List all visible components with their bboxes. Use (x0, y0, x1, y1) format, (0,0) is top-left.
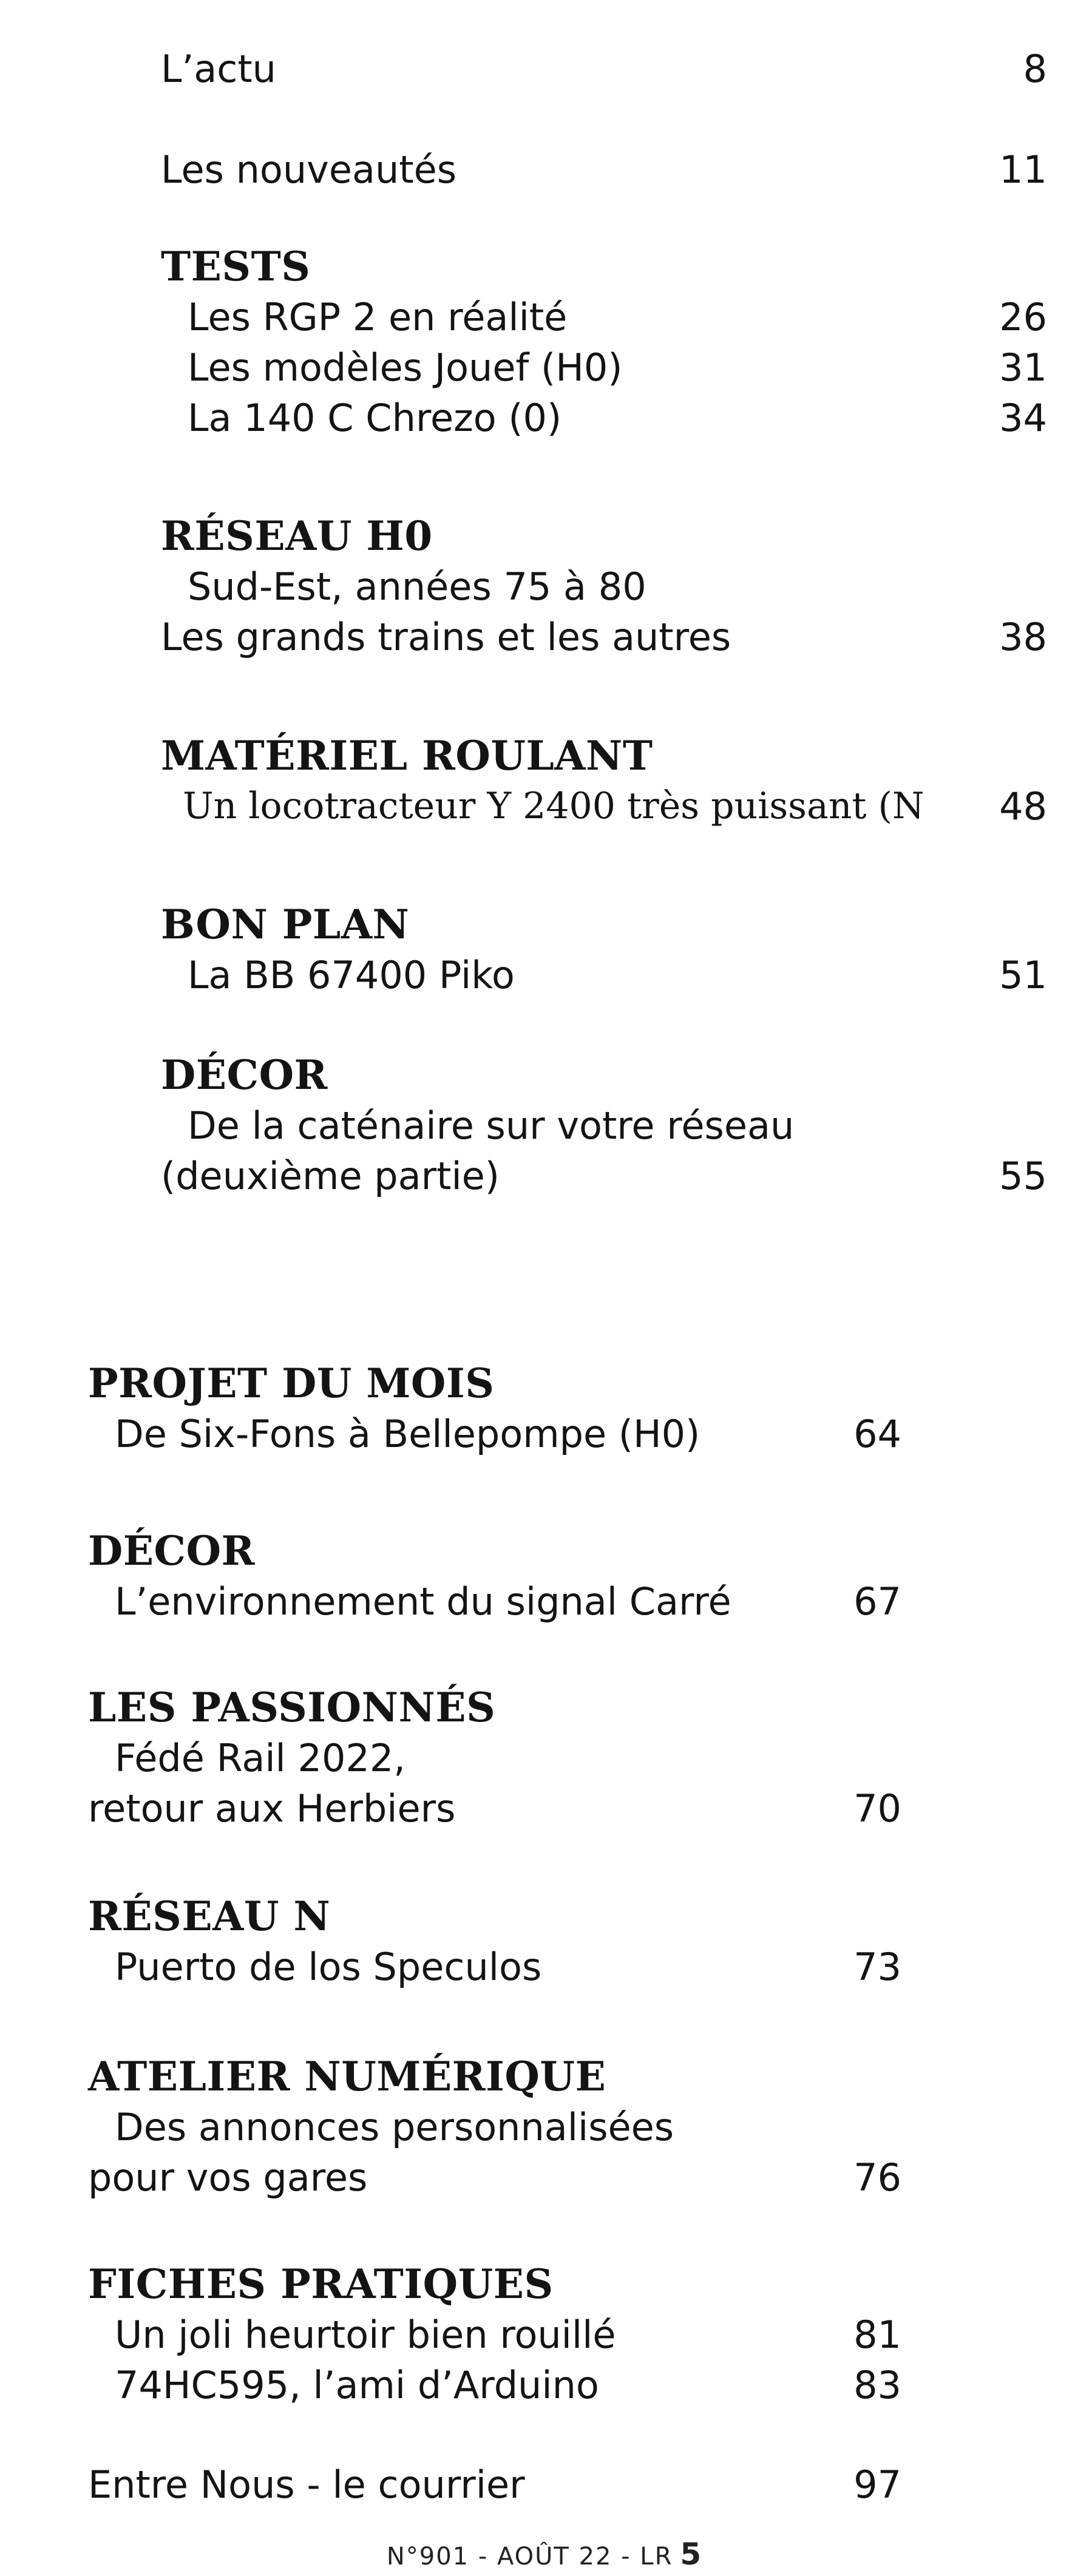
toc-entry-page: 38 (999, 615, 1047, 659)
toc-section-decor-bottom (88, 1526, 968, 1627)
toc-entry-title-continued: pour vos gares (88, 2155, 368, 2200)
section-heading: RÉSEAU N (88, 1893, 331, 1940)
toc-entry-page: 51 (999, 953, 1047, 997)
toc-entry-page: 81 (853, 2313, 901, 2357)
toc-entry-title: De la caténaire sur votre réseau (188, 1103, 795, 1148)
section-heading: BON PLAN (161, 901, 410, 948)
section-heading: DÉCOR (161, 1051, 328, 1099)
issue-info: N°901 - AOÛT 22 - LR (386, 2543, 673, 2571)
toc-entry-page: 76 (853, 2155, 901, 2200)
page-number: 5 (680, 2537, 703, 2572)
toc-section-decor-top (161, 1050, 1071, 1201)
toc-entry-page: 73 (853, 1945, 901, 1989)
toc-entry-title: L’environnement du signal Carré (115, 1579, 731, 1624)
page-footer (0, 2536, 1089, 2572)
toc-section-atelier-numerique (88, 2052, 968, 2203)
toc-entry-page: 34 (999, 396, 1047, 440)
toc-entry-title: Les modèles Jouef (H0) (188, 345, 623, 390)
toc-entry-title: La 140 C Chrezo (0) (188, 396, 562, 440)
toc-entry-nouveautes (161, 144, 1071, 195)
toc-entry-page: 70 (853, 1786, 901, 1831)
toc-entry-title: L’actu (161, 47, 276, 91)
toc-entry-page: 48 (999, 784, 1047, 829)
section-heading: FICHES PRATIQUES (88, 2260, 554, 2308)
toc-section-fiches-pratiques (88, 2259, 968, 2410)
section-heading: LES PASSIONNÉS (88, 1684, 496, 1731)
toc-entry-title: De Six-Fons à Bellepompe (H0) (115, 1412, 701, 1456)
toc-entry-title: Entre Nous - le courrier (88, 2462, 525, 2507)
toc-entry-entre-nous (88, 2459, 968, 2510)
section-heading: MATÉRIEL ROULANT (161, 732, 653, 779)
toc-entry-title: Puerto de los Speculos (115, 1945, 542, 1989)
section-heading: RÉSEAU H0 (161, 512, 433, 560)
toc-entry-page: 83 (853, 2363, 901, 2407)
toc-section-projet-du-mois (88, 1358, 968, 1459)
toc-section-materiel-roulant (161, 731, 1071, 832)
toc-entry-page: 97 (853, 2462, 901, 2507)
toc-section-les-passionnes (88, 1683, 968, 1834)
toc-section-tests (161, 242, 1071, 443)
toc-entry-page: 8 (1023, 47, 1047, 91)
toc-entry-title: Les RGP 2 en réalité (188, 295, 568, 339)
toc-entry-title-continued: retour aux Herbiers (88, 1786, 456, 1831)
toc-entry-page: 67 (853, 1579, 901, 1624)
toc-section-bon-plan (161, 900, 1071, 1000)
toc-entry-title: Fédé Rail 2022, (115, 1736, 405, 1780)
toc-section-reseau-n (88, 1891, 968, 1992)
toc-entry-page: 64 (853, 1412, 901, 1456)
toc-entry-title: Un locotracteur Y 2400 très puissant (N (183, 785, 924, 827)
toc-entry-page: 55 (999, 1154, 1047, 1198)
toc-entry-title: 74HC595, l’ami d’Arduino (115, 2363, 599, 2407)
section-heading: DÉCOR (88, 1527, 255, 1574)
section-heading: PROJET DU MOIS (88, 1360, 495, 1407)
toc-entry-actu (161, 44, 1071, 94)
toc-entry-title-continued: (deuxième partie) (161, 1154, 500, 1198)
section-heading: TESTS (161, 243, 311, 290)
toc-entry-title: Les nouveautés (161, 147, 457, 192)
toc-entry-page: 26 (999, 295, 1047, 339)
toc-entry-title: La BB 67400 Piko (188, 953, 515, 997)
toc-entry-title: Sud-Est, années 75 à 80 (188, 564, 646, 609)
toc-entry-title-continued: Les grands trains et les autres (161, 615, 731, 659)
toc-entry-page: 11 (999, 147, 1047, 192)
toc-entry-page: 31 (999, 345, 1047, 390)
toc-section-reseau-h0 (161, 511, 1071, 662)
toc-entry-title: Des annonces personnalisées (115, 2105, 674, 2149)
section-heading: ATELIER NUMÉRIQUE (88, 2053, 606, 2100)
toc-entry-title: Un joli heurtoir bien rouillé (115, 2313, 616, 2357)
